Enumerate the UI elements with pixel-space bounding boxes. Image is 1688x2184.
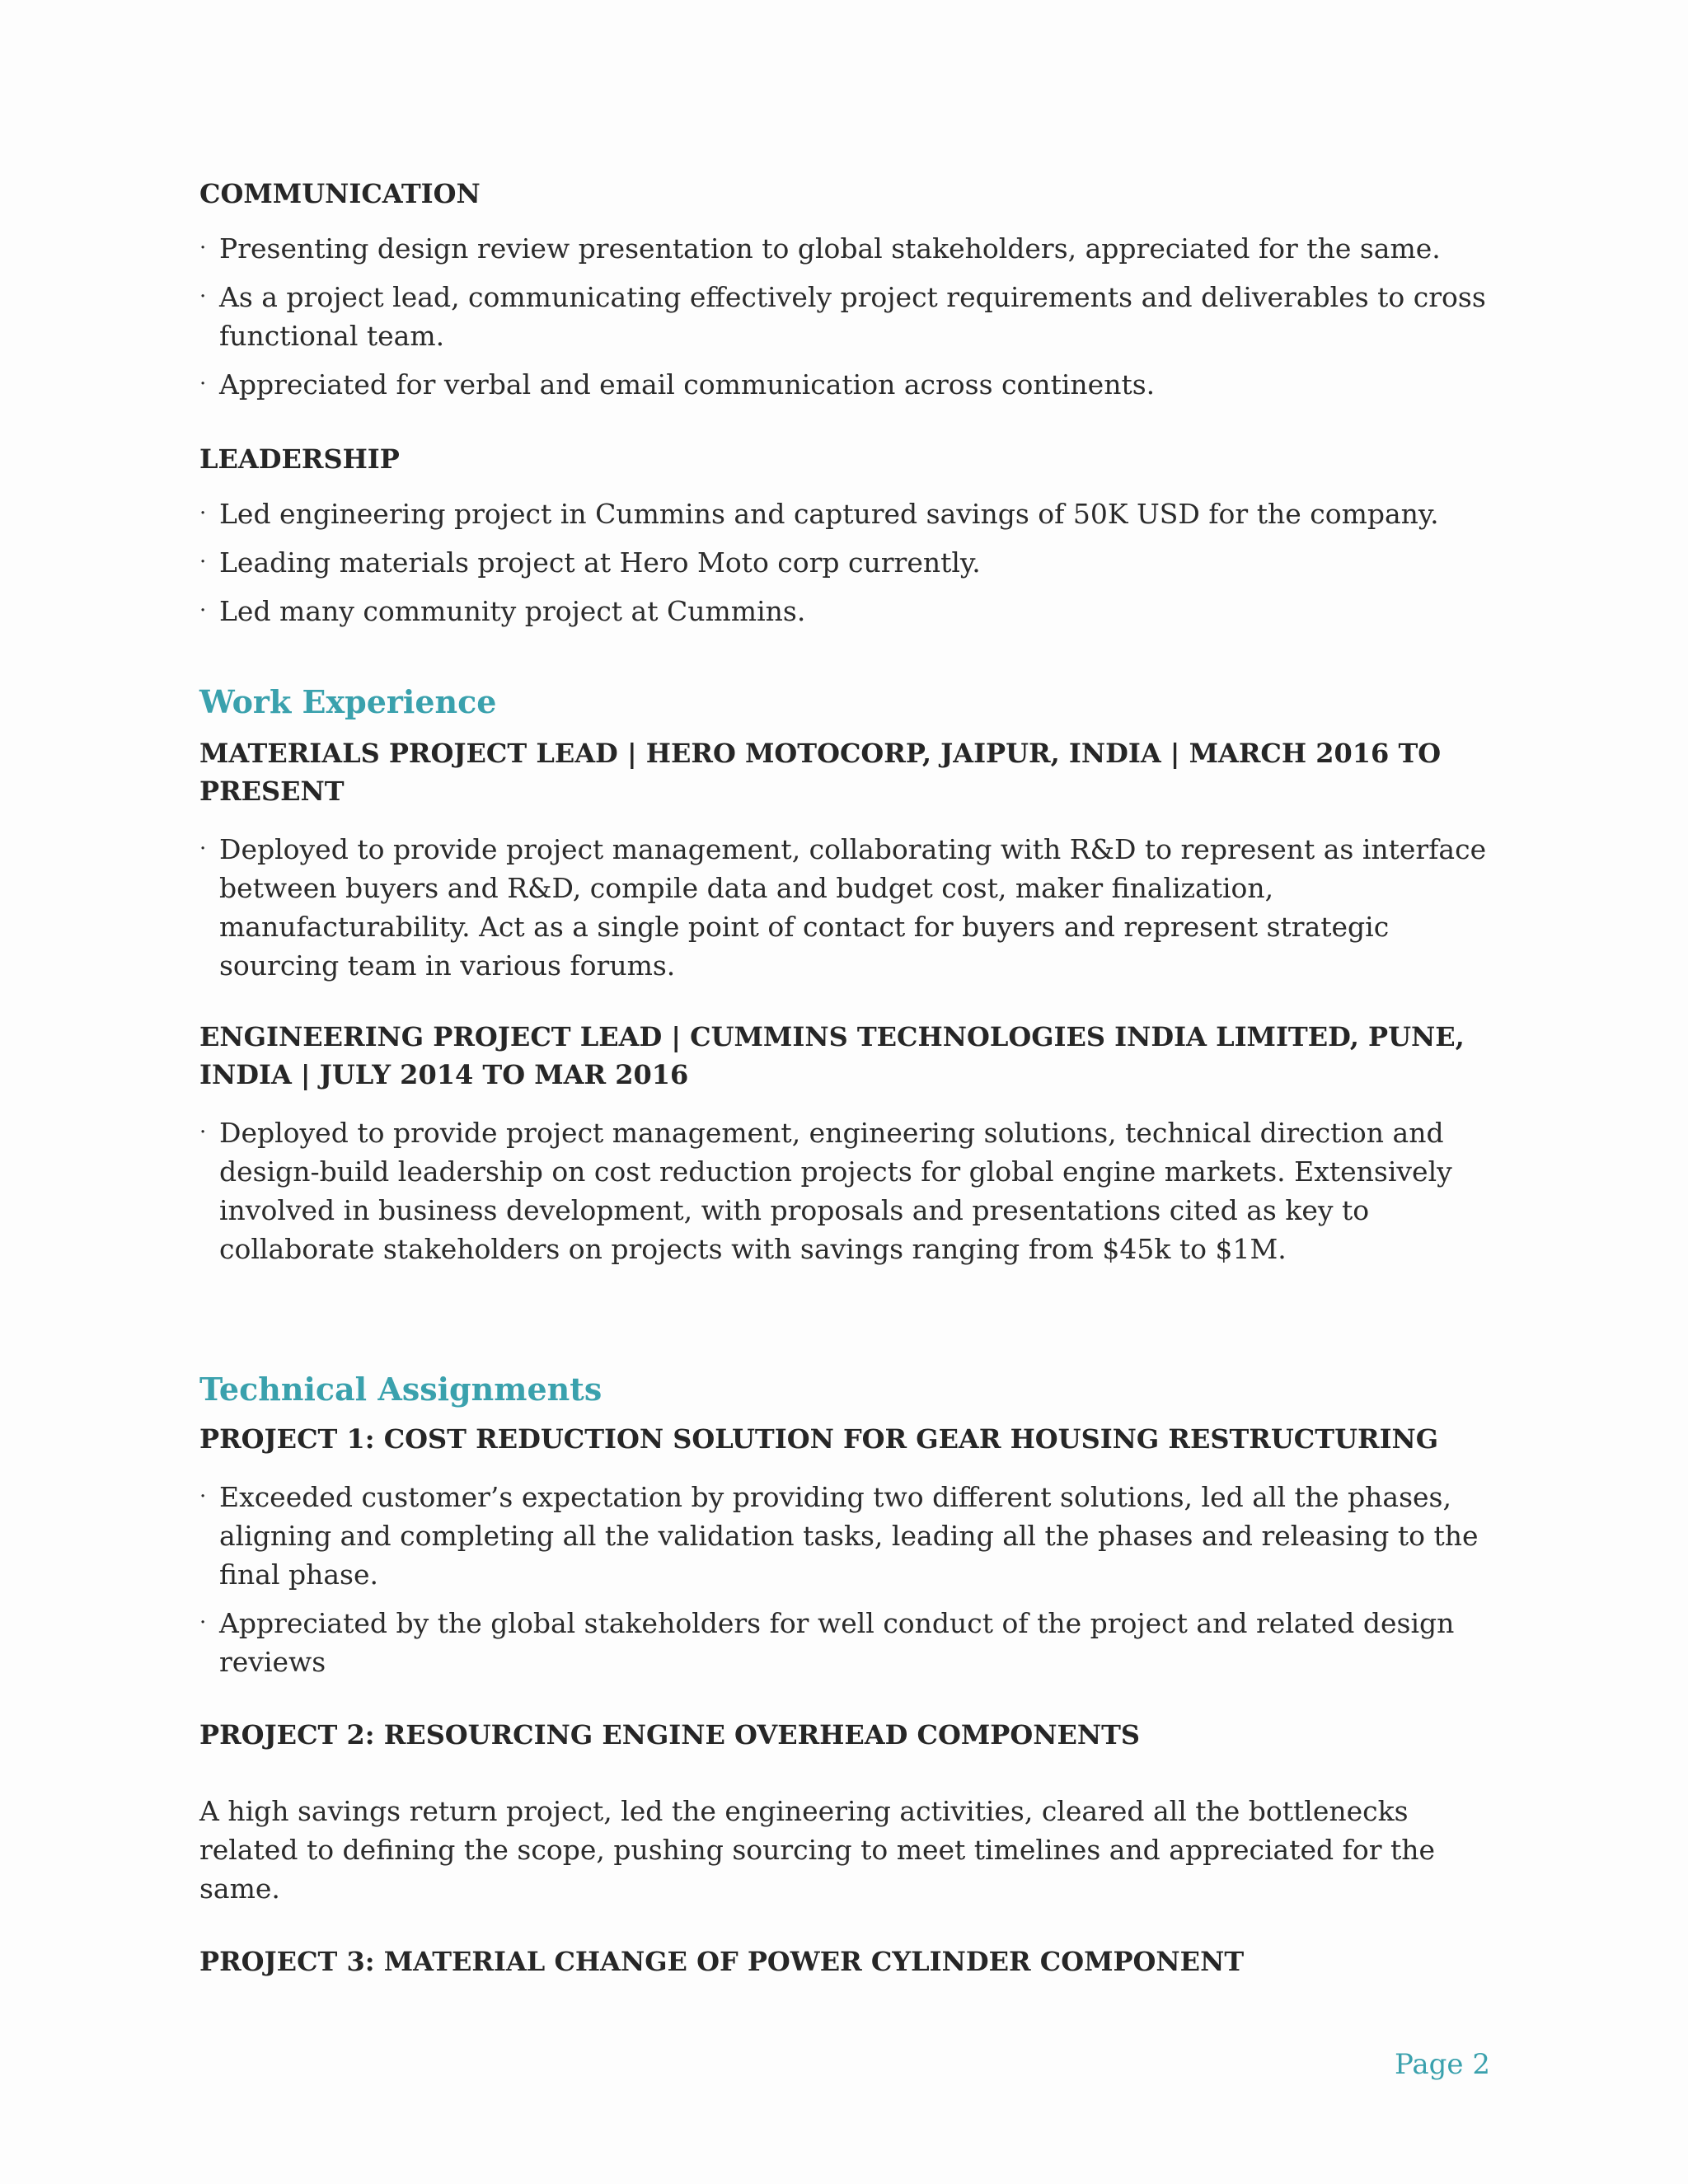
- job-bullets: [199, 830, 1493, 985]
- project-bullets: [199, 1478, 1493, 1681]
- job-title: MATERIALS PROJECT LEAD | HERO MOTOCORP, JAIPUR, INDIA | MARCH 2016 TO PRESENT: [199, 738, 1442, 807]
- job-bullets: [199, 1113, 1493, 1268]
- page-content: [199, 175, 1493, 1980]
- technical-assignments-section: [199, 1369, 1493, 1980]
- bullet-icon: ·: [199, 598, 207, 623]
- project-title: PROJECT 1: COST REDUCTION SOLUTION FOR GEAR HOUSING RESTRUCTURING: [199, 1423, 1439, 1455]
- list-item: · Appreciated by the global stakeholders for well conduct of the project and related design reviews: [199, 1604, 1493, 1681]
- list-item: · Appreciated for verbal and email communication across continents.: [199, 365, 1493, 404]
- page-number: Page 2: [1395, 2048, 1490, 2081]
- list-item: · Leading materials project at Hero Moto corp currently.: [199, 543, 1493, 582]
- project-title: PROJECT 2: RESOURCING ENGINE OVERHEAD COMPONENTS: [199, 1719, 1141, 1750]
- bullet-icon: ·: [199, 284, 207, 309]
- bullet-icon: ·: [199, 837, 207, 861]
- bullet-icon: ·: [199, 1120, 207, 1145]
- list-item: · Deployed to provide project management, collaborating with R&D to represent as interface between buyers and R&D, compile data and budget cost, maker finalization, manufacturability. Act as a single point of contact for buyers and represent strategic sourcing team in various forums.: [199, 830, 1493, 985]
- bullet-icon: ·: [199, 550, 207, 574]
- list-item: · As a project lead, communicating effectively project requirements and deliverables to cross functional team.: [199, 278, 1493, 355]
- communication-heading: COMMUNICATION: [199, 178, 481, 209]
- list-item: · Deployed to provide project management, engineering solutions, technical direction and design-build leadership on cost reduction projects for global engine markets. Extensively involved in business development, with proposals and presentations cited as key to collaborate stakeholders on projects with savings ranging from $45k to $1M.: [199, 1113, 1493, 1268]
- technical-assignments-heading: Technical Assignments: [199, 1371, 603, 1408]
- leadership-heading: LEADERSHIP: [199, 443, 400, 475]
- bullet-icon: ·: [199, 1484, 207, 1509]
- bullet-icon: ·: [199, 372, 207, 396]
- list-item: · Presenting design review presentation to global stakeholders, appreciated for the same.: [199, 229, 1493, 268]
- project-title: PROJECT 3: MATERIAL CHANGE OF POWER CYLINDER COMPONENT: [199, 1946, 1245, 1977]
- list-item: · Exceeded customer’s expectation by providing two different solutions, led all the phases, aligning and completing all the validation tasks, leading all the phases and releasing to the final phase.: [199, 1478, 1493, 1594]
- bullet-icon: ·: [199, 236, 207, 260]
- bullet-icon: ·: [199, 501, 207, 526]
- job-title: ENGINEERING PROJECT LEAD | CUMMINS TECHNOLOGIES INDIA LIMITED, PUNE, INDIA | JULY 2014 TO MAR 2016: [199, 1021, 1465, 1090]
- bullet-icon: ·: [199, 1610, 207, 1635]
- leadership-section: [199, 440, 1493, 630]
- work-experience-heading: Work Experience: [199, 683, 497, 720]
- list-item: · Led engineering project in Cummins and captured savings of 50K USD for the company.: [199, 494, 1493, 533]
- communication-section: [199, 175, 1493, 404]
- list-item: · Led many community project at Cummins.: [199, 592, 1493, 630]
- leadership-list: [199, 494, 1493, 630]
- communication-list: [199, 229, 1493, 404]
- project-description: A high savings return project, led the engineering activities, cleared all the bottlenecks related to defining the scope, pushing sourcing to meet timelines and appreciated for the same.: [199, 1795, 1436, 1905]
- work-experience-section: [199, 682, 1493, 1268]
